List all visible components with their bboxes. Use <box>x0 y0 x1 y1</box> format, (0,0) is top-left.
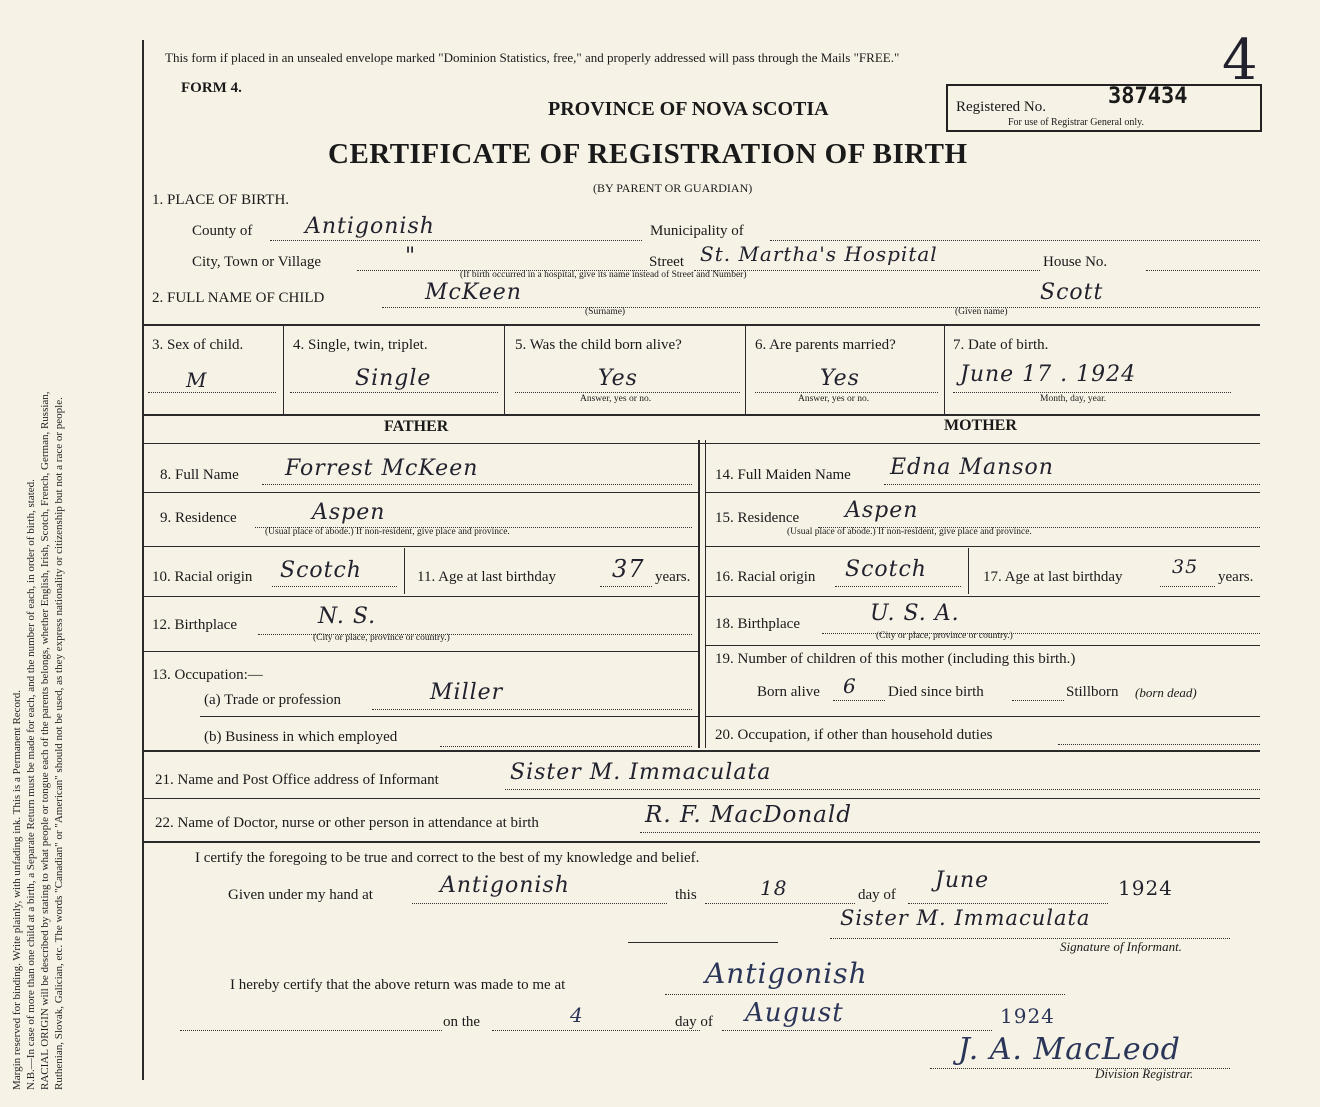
certificate-title: CERTIFICATE OF REGISTRATION OF BIRTH <box>328 138 968 170</box>
informant-label: 21. Name and Post Office address of Informant <box>155 772 439 788</box>
father-rule-2 <box>143 546 698 547</box>
certificate-subtitle: (BY PARENT OR GUARDIAN) <box>593 181 753 195</box>
doctor-label: 22. Name of Doctor, nurse or other person in attendance at birth <box>155 815 539 831</box>
margin-note-line-1: Margin reserved for binding. Write plainly, with unfading ink. This is a Permanent Record. <box>11 690 23 1090</box>
parents-married-hint: Answer, yes or no. <box>798 394 870 404</box>
father-trade-label: (a) Trade or profession <box>204 692 342 708</box>
mother-occupation-field-line <box>1058 744 1260 745</box>
municipality-label: Municipality of <box>650 223 744 239</box>
informant-signature-caption: Signature of Informant. <box>1060 939 1182 954</box>
informant-value: Sister M. Immaculata <box>510 760 772 785</box>
father-trade-field-line <box>372 709 692 710</box>
child-surname-value: McKeen <box>425 280 522 305</box>
registrar-year-value: 1924 <box>1000 1004 1055 1028</box>
rule-after-informant <box>143 798 1260 799</box>
day-field-line <box>705 903 855 904</box>
father-racial-value: Scotch <box>280 558 362 583</box>
signature-short-line <box>628 942 778 943</box>
mother-residence-hint: (Usual place of abode.) If non-resident, give place and province. <box>787 527 1032 537</box>
mother-racial-divider <box>968 548 969 594</box>
father-business-field-line <box>440 746 692 747</box>
col-divider-2 <box>504 326 505 414</box>
rule-after-name <box>143 324 1260 326</box>
house-number-label: House No. <box>1043 254 1108 270</box>
mother-age-field-line <box>1160 586 1215 587</box>
mother-died-label: Died since birth <box>888 684 984 700</box>
father-residence-value: Aspen <box>312 500 386 525</box>
father-birthplace-label: 12. Birthplace <box>152 617 237 633</box>
registrar-note: For use of Registrar General only. <box>1008 117 1144 128</box>
father-name-label: 8. Full Name <box>160 467 239 483</box>
registrar-day-of-label: day of <box>675 1014 713 1030</box>
mother-residence-value: Aspen <box>845 498 919 523</box>
rule-before-informant <box>143 750 1260 752</box>
father-occupation-label: 13. Occupation:— <box>152 667 263 683</box>
rule-under-headings <box>143 443 1260 444</box>
street-value: St. Martha's Hospital <box>700 242 938 266</box>
father-residence-hint: (Usual place of abode.) If non-resident, give place and province. <box>265 527 510 537</box>
father-birthplace-hint: (City or place, province or country.) <box>313 633 450 643</box>
born-alive-hint: Answer, yes or no. <box>580 394 652 404</box>
mother-name-field-line <box>884 484 1260 485</box>
province-heading: PROVINCE OF NOVA SCOTIA <box>548 98 829 120</box>
father-racial-label: 10. Racial origin <box>152 569 253 585</box>
mother-died-field-line <box>1012 700 1064 701</box>
mother-age-label: 17. Age at last birthday <box>983 569 1123 585</box>
this-label: this <box>675 887 697 903</box>
parents-divider-b <box>705 440 706 748</box>
born-alive-value: Yes <box>598 366 638 391</box>
date-of-birth-label: 7. Date of birth. <box>953 337 1049 353</box>
certify-day-value: 18 <box>760 876 788 900</box>
registrar-month-field-line <box>722 1030 992 1031</box>
date-of-birth-field-line <box>953 392 1231 393</box>
doctor-field-line <box>640 832 1260 833</box>
mother-born-alive-value: 6 <box>843 674 857 698</box>
registrar-place-value: Antigonish <box>705 957 868 990</box>
margin-note-line-3: RACIAL ORIGIN will be described by stating to what people or tongue each of the parents belongs, whether English, Irish, Scotch, French, German, Russian, <box>39 391 51 1090</box>
father-rule-3 <box>143 596 698 597</box>
city-label: City, Town or Village <box>192 254 322 270</box>
registrar-place-field-line <box>665 994 1065 995</box>
registered-number: 387434 <box>1108 84 1188 109</box>
rule-before-parents <box>143 414 1260 416</box>
house-number-field-line <box>1146 270 1260 271</box>
born-alive-field-line <box>515 392 740 393</box>
mother-rule-4 <box>705 645 1260 646</box>
city-value: " <box>405 244 417 269</box>
col-divider-3 <box>745 326 746 414</box>
mother-racial-value: Scotch <box>845 557 927 582</box>
county-label: County of <box>192 223 253 239</box>
place-of-birth-heading: 1. PLACE OF BIRTH. <box>152 192 290 208</box>
father-rule-4 <box>143 651 698 652</box>
registrar-month-value: August <box>745 998 844 1028</box>
father-racial-field-line <box>272 586 397 587</box>
informant-signature: Sister M. Immaculata <box>840 906 1091 930</box>
parents-married-label: 6. Are parents married? <box>755 337 896 353</box>
parents-divider-a <box>698 440 700 748</box>
certify-statement: I certify the foregoing to be true and correct to the best of my knowledge and belief. <box>195 850 700 866</box>
father-years-label: years. <box>655 569 691 585</box>
given-place-field-line <box>412 903 667 904</box>
mother-racial-field-line <box>835 586 961 587</box>
on-the-label: on the <box>443 1014 481 1030</box>
father-age-value: 37 <box>612 555 645 583</box>
mother-age-value: 35 <box>1172 556 1199 578</box>
mother-rule-1 <box>705 492 1260 493</box>
mother-stillborn-hint: (born dead) <box>1135 685 1197 700</box>
father-rule-5 <box>200 716 698 717</box>
child-name-field-line <box>382 307 1260 308</box>
child-given-value: Scott <box>1040 280 1104 305</box>
mother-years-label: years. <box>1218 569 1254 585</box>
registrar-day-field-line-2 <box>492 1030 700 1031</box>
mother-racial-label: 16. Racial origin <box>715 569 816 585</box>
mother-occupation-label: 20. Occupation, if other than household duties <box>715 727 993 743</box>
municipality-field-line <box>770 240 1260 241</box>
margin-note-line-2: N.B.—In case of more than one child at a birth, a Separate Return must be made for each, and the number of each, in order of birth, stated. <box>25 479 37 1090</box>
father-age-label: 11. Age at last birthday <box>417 569 556 585</box>
margin-note-line-4: Ruthenian, Slovak, Galician, etc. The words "Canadian" or "American" should not be used, as they express nationality or citizenship but not a race or people. <box>53 397 65 1090</box>
day-of-label: day of <box>858 887 896 903</box>
registrar-day-value: 4 <box>570 1003 584 1027</box>
plurality-value: Single <box>355 366 432 391</box>
father-heading: FATHER <box>384 418 449 435</box>
mother-stillborn-label: Stillborn <box>1066 684 1119 700</box>
date-of-birth-value: June 17 . 1924 <box>960 362 1137 387</box>
corner-mark: 4 <box>1222 28 1259 93</box>
mother-birthplace-hint: (City or place, province or country.) <box>876 631 1013 641</box>
doctor-value: R. F. MacDonald <box>645 802 852 828</box>
registered-label: Registered No. <box>956 99 1046 115</box>
mother-born-alive-field-line <box>833 700 885 701</box>
margin-notes <box>10 40 66 1090</box>
child-name-label: 2. FULL NAME OF CHILD <box>152 290 325 306</box>
mother-name-label: 14. Full Maiden Name <box>715 467 851 483</box>
rule-after-doctor <box>143 841 1260 843</box>
plurality-field-line <box>290 392 498 393</box>
hospital-note: (If birth occurred in a hospital, give its name instead of Street and Number) <box>460 270 747 280</box>
col-divider-1 <box>283 326 284 414</box>
mother-residence-label: 15. Residence <box>715 510 800 526</box>
certify-month-value: June <box>935 868 990 893</box>
informant-field-line <box>505 789 1260 790</box>
mother-rule-5 <box>705 716 1260 717</box>
mail-note: This form if placed in an unsealed envelope marked "Dominion Statistics, free," and properly addressed will pass through the Mails "FREE." <box>165 50 900 65</box>
mother-rule-2 <box>705 546 1260 547</box>
county-field-line <box>270 240 642 241</box>
given-name-caption: (Given name) <box>955 307 1008 317</box>
registrar-day-field-line <box>180 1030 442 1031</box>
mother-children-label: 19. Number of children of this mother (including this birth.) <box>715 651 1076 667</box>
sex-field-line <box>148 392 276 393</box>
father-rule-1 <box>143 492 698 493</box>
mother-name-value: Edna Manson <box>890 455 1054 480</box>
mother-birthplace-label: 18. Birthplace <box>715 616 800 632</box>
month-field-line <box>908 903 1108 904</box>
father-name-value: Forrest McKeen <box>285 456 479 481</box>
father-residence-label: 9. Residence <box>160 510 237 526</box>
street-label: Street <box>649 254 684 270</box>
registrar-caption: Division Registrar. <box>1095 1066 1194 1081</box>
father-name-field-line <box>262 484 692 485</box>
given-under-label: Given under my hand at <box>228 887 373 903</box>
mother-rule-3 <box>705 596 1260 597</box>
father-business-label: (b) Business in which employed <box>204 729 398 745</box>
mother-birthplace-value: U. S. A. <box>870 601 960 626</box>
mother-heading: MOTHER <box>944 417 1017 434</box>
sex-label: 3. Sex of child. <box>152 337 244 353</box>
mother-born-alive-label: Born alive <box>757 684 820 700</box>
registrar-signature: J. A. MacLeod <box>958 1032 1181 1067</box>
father-racial-divider <box>404 548 405 594</box>
certify-year-value: 1924 <box>1118 876 1173 900</box>
registrar-statement: I hereby certify that the above return was made to me at <box>230 977 566 993</box>
parents-married-field-line <box>755 392 938 393</box>
parents-married-value: Yes <box>820 366 860 391</box>
sex-value: M <box>186 368 208 392</box>
plurality-label: 4. Single, twin, triplet. <box>293 337 428 353</box>
date-of-birth-hint: Month, day, year. <box>1040 394 1107 404</box>
form-number: FORM 4. <box>181 80 242 96</box>
father-age-field-line <box>600 586 652 587</box>
county-value: Antigonish <box>305 214 435 239</box>
born-alive-label: 5. Was the child born alive? <box>515 337 682 353</box>
binding-margin-line <box>142 40 144 1080</box>
surname-caption: (Surname) <box>585 307 626 317</box>
given-place-value: Antigonish <box>440 873 570 898</box>
col-divider-4 <box>944 326 945 414</box>
father-trade-value: Miller <box>430 680 504 705</box>
father-birthplace-value: N. S. <box>318 604 377 629</box>
